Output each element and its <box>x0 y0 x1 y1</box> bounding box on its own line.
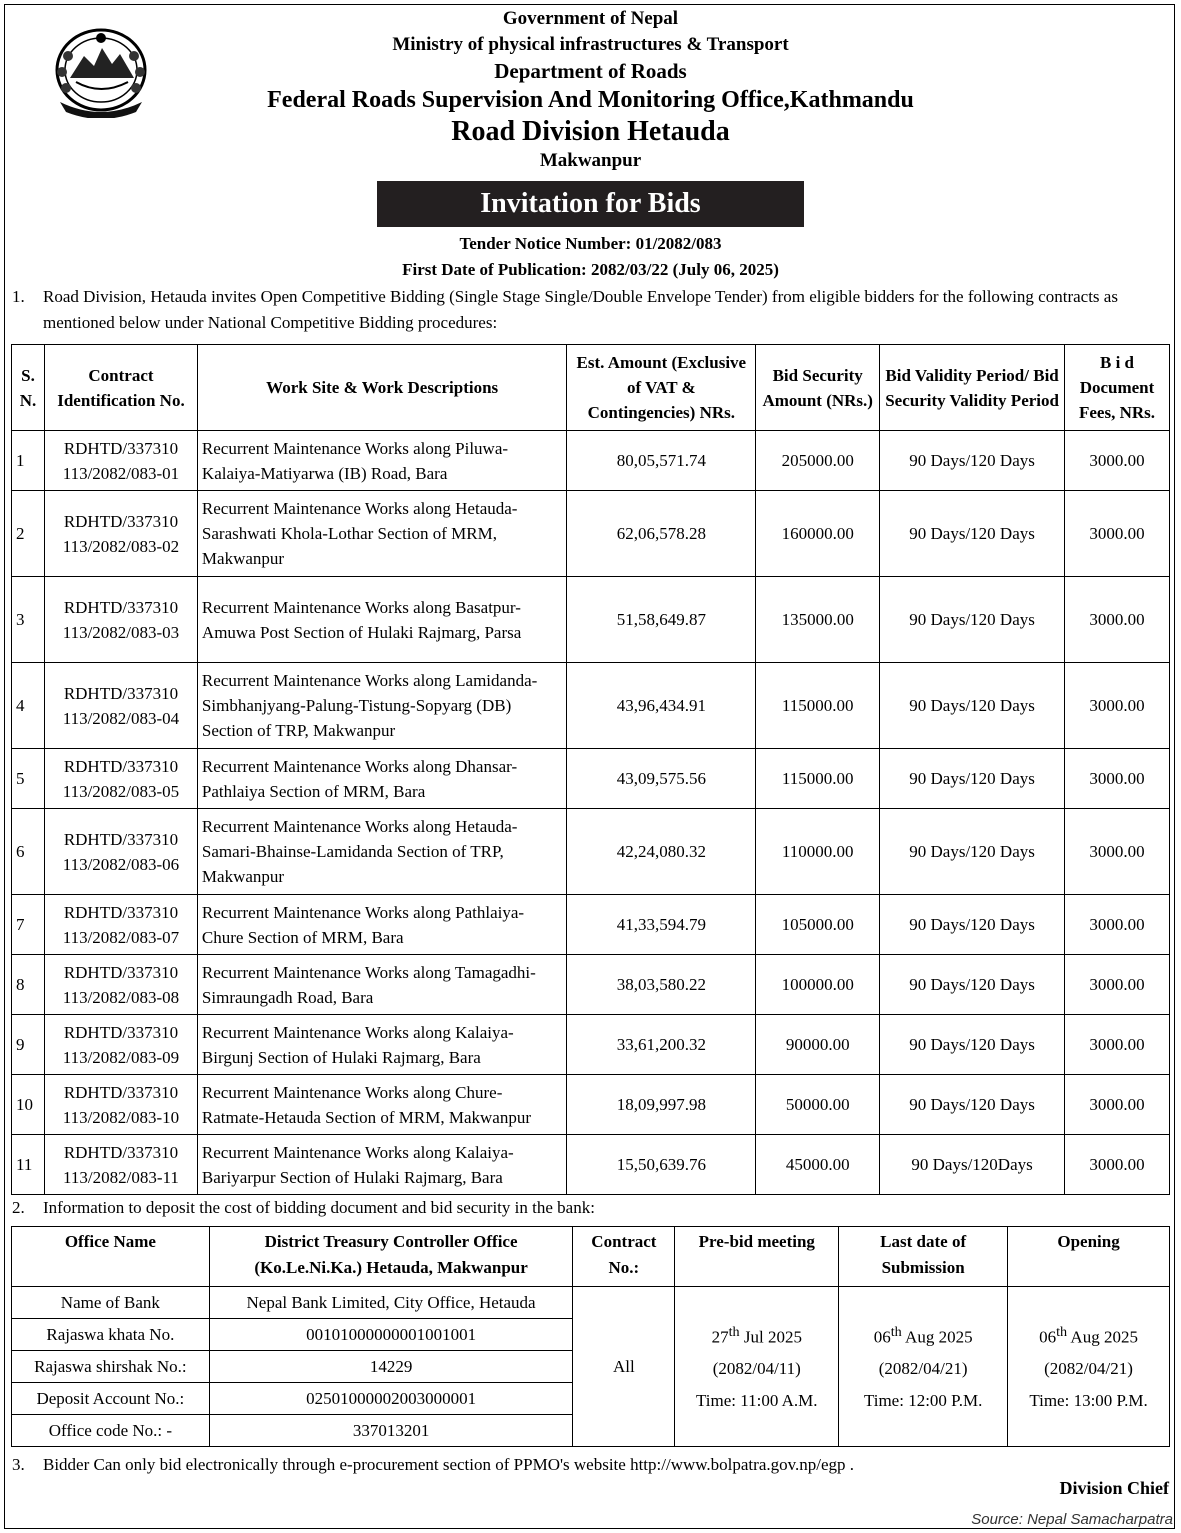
table-row <box>12 955 1170 1015</box>
cell-contract-id <box>44 1135 197 1195</box>
contract-id-part1: RDHTD/337310 <box>63 962 179 982</box>
contract-id-part2: 113/2082/083-05 <box>62 781 180 801</box>
header-last-date: Last date of Submission <box>839 1227 1008 1287</box>
contract-id-part2: 113/2082/083-08 <box>62 987 180 1007</box>
cell-validity: 90 Days/120 Days <box>880 1075 1065 1135</box>
header-prebid: Pre-bid meeting <box>675 1227 839 1287</box>
date-suffix: th <box>728 1323 740 1340</box>
cell-fees: 3000.00 <box>1065 809 1170 895</box>
cell-est-amount: 43,96,434.91 <box>567 663 756 749</box>
table-row <box>12 1075 1170 1135</box>
cell-fees: 3000.00 <box>1065 663 1170 749</box>
cell-fees: 3000.00 <box>1065 491 1170 577</box>
header-bid-security: Bid Security Amount (NRs.) <box>756 345 880 431</box>
cell-validity: 90 Days/120 Days <box>880 431 1065 491</box>
contract-id-part2: 113/2082/083-01 <box>62 463 180 483</box>
date-day: 06 <box>873 1327 891 1347</box>
publication-date: First Date of Publication: 2082/03/22 (July 06, 2025) <box>402 260 779 279</box>
paragraph-1 <box>12 284 1172 336</box>
header-contract-no: Contract No.: <box>573 1227 675 1287</box>
cell-contract-id <box>44 1015 197 1075</box>
bank-row <box>12 1287 1170 1319</box>
cell-description: Recurrent Maintenance Works along Tamagadhi-Simraungadh Road, Bara <box>197 955 566 1015</box>
division-chief-signature: Division Chief <box>1059 1478 1169 1498</box>
cell-description: Recurrent Maintenance Works along Dhansar-Pathlaiya Section of MRM, Bara <box>197 749 566 809</box>
cell-bid-security: 100000.00 <box>756 955 880 1015</box>
contracts-table <box>11 344 1170 1195</box>
table-row <box>12 895 1170 955</box>
cell-sn: 11 <box>12 1135 45 1195</box>
cell-fees: 3000.00 <box>1065 955 1170 1015</box>
cell-contract-id <box>44 749 197 809</box>
cell-description: Recurrent Maintenance Works along Pathlaiya-Chure Section of MRM, Bara <box>197 895 566 955</box>
cell-description: Recurrent Maintenance Works along Chure-Ratmate-Hetauda Section of MRM, Makwanpur <box>197 1075 566 1135</box>
date-month-year: Jul 2025 <box>739 1327 802 1347</box>
cell-contract-id <box>44 1075 197 1135</box>
paragraph-number: 3. <box>12 1455 25 1474</box>
cell-contract-id <box>44 577 197 663</box>
cell-est-amount: 33,61,200.32 <box>567 1015 756 1075</box>
opening-date <box>1012 1316 1165 1354</box>
paragraph-2 <box>12 1195 1172 1221</box>
contract-id-part1: RDHTD/337310 <box>63 1142 179 1162</box>
header-ministry: Ministry of physical infrastructures & Transport <box>392 34 789 55</box>
bank-header-row <box>12 1227 1170 1287</box>
cell-bid-security: 135000.00 <box>756 577 880 663</box>
table-row <box>12 663 1170 749</box>
contract-id-part2: 113/2082/083-09 <box>62 1047 180 1067</box>
table-row <box>12 491 1170 577</box>
cell-validity: 90 Days/120 Days <box>880 895 1065 955</box>
date-day: 06 <box>1039 1327 1057 1347</box>
cell-bid-security: 115000.00 <box>756 749 880 809</box>
bank-row-value: 02501000002003000001 <box>209 1383 573 1415</box>
contract-id-part1: RDHTD/337310 <box>63 829 179 849</box>
header-department: Department of Roads <box>494 59 687 83</box>
cell-sn: 5 <box>12 749 45 809</box>
cell-validity: 90 Days/120 Days <box>880 663 1065 749</box>
bank-row-value: 00101000000001001001 <box>209 1319 573 1351</box>
notice-header <box>0 6 1181 173</box>
cell-contract-id <box>44 809 197 895</box>
cell-bid-security: 110000.00 <box>756 809 880 895</box>
date-month-year: Aug 2025 <box>1067 1327 1138 1347</box>
cell-validity: 90 Days/120 Days <box>880 577 1065 663</box>
contract-id-part2: 113/2082/083-07 <box>62 927 180 947</box>
last-date <box>843 1316 1003 1354</box>
table-header-row <box>12 345 1170 431</box>
date-month-year: Aug 2025 <box>901 1327 973 1347</box>
contract-no-value: All <box>573 1287 675 1447</box>
cell-description: Recurrent Maintenance Works along Lamidanda-Simbhanjyang-Palung-Tistung-Sopyarg (DB) Section of TRP, Makwanpur <box>197 663 566 749</box>
header-fees: B i d Document Fees, NRs. <box>1065 345 1170 431</box>
bank-row-label: Rajaswa shirshak No.: <box>12 1351 210 1383</box>
paragraph-3 <box>12 1452 1172 1478</box>
invitation-banner: Invitation for Bids <box>377 181 804 227</box>
contract-id-part1: RDHTD/337310 <box>63 1082 179 1102</box>
cell-validity: 90 Days/120Days <box>880 1135 1065 1195</box>
table-row <box>12 1135 1170 1195</box>
cell-est-amount: 51,58,649.87 <box>567 577 756 663</box>
contract-id-part2: 113/2082/083-04 <box>62 708 180 728</box>
cell-validity: 90 Days/120 Days <box>880 1015 1065 1075</box>
date-suffix: th <box>890 1323 902 1340</box>
bank-row-value: 14229 <box>209 1351 573 1383</box>
cell-validity: 90 Days/120 Days <box>880 491 1065 577</box>
cell-est-amount: 62,06,578.28 <box>567 491 756 577</box>
last-date-time: Time: 12:00 P.M. <box>863 1391 983 1411</box>
prebid-meeting-cell <box>675 1287 839 1447</box>
paragraph-number: 1. <box>12 287 25 306</box>
cell-contract-id <box>44 491 197 577</box>
cell-est-amount: 38,03,580.22 <box>567 955 756 1015</box>
cell-sn: 3 <box>12 577 45 663</box>
cell-bid-security: 90000.00 <box>756 1015 880 1075</box>
cell-fees: 3000.00 <box>1065 749 1170 809</box>
tender-notice-number: Tender Notice Number: 01/2082/083 <box>459 234 722 253</box>
bank-info-table <box>11 1226 1170 1447</box>
header-sn: S. N. <box>12 345 45 431</box>
opening-nepali-date: (2082/04/21) <box>1044 1359 1133 1379</box>
header-opening: Opening <box>1008 1227 1170 1287</box>
table-row <box>12 1015 1170 1075</box>
cell-sn: 7 <box>12 895 45 955</box>
cell-fees: 3000.00 <box>1065 1135 1170 1195</box>
cell-fees: 3000.00 <box>1065 577 1170 663</box>
header-validity: Bid Validity Period/ Bid Security Validity Period <box>880 345 1065 431</box>
bank-row-label: Name of Bank <box>12 1287 210 1319</box>
date-day: 27 <box>711 1327 729 1347</box>
date-suffix: th <box>1056 1323 1068 1340</box>
bank-row-label: Office code No.: - <box>12 1415 210 1447</box>
source-credit: Source: Nepal Samacharpatra <box>971 1511 1173 1528</box>
cell-description: Recurrent Maintenance Works along Basatpur-Amuwa Post Section of Hulaki Rajmarg, Parsa <box>197 577 566 663</box>
cell-bid-security: 45000.00 <box>756 1135 880 1195</box>
cell-fees: 3000.00 <box>1065 1075 1170 1135</box>
cell-contract-id <box>44 663 197 749</box>
paragraph-text: Road Division, Hetauda invites Open Competitive Bidding (Single Stage Single/Double Envelope Tender) from eligible bidders for the following contracts as mentioned below under National Competitive Bidding procedures: <box>43 287 1118 332</box>
cell-sn: 6 <box>12 809 45 895</box>
cell-est-amount: 18,09,997.98 <box>567 1075 756 1135</box>
cell-sn: 9 <box>12 1015 45 1075</box>
bank-row-value: 337013201 <box>209 1415 573 1447</box>
cell-contract-id <box>44 895 197 955</box>
cell-bid-security: 105000.00 <box>756 895 880 955</box>
contract-id-part1: RDHTD/337310 <box>63 511 179 531</box>
cell-description: Recurrent Maintenance Works along Kalaiya-Birgunj Section of Hulaki Rajmarg, Bara <box>197 1015 566 1075</box>
header-office-name: Office Name <box>12 1227 210 1287</box>
cell-bid-security: 50000.00 <box>756 1075 880 1135</box>
cell-est-amount: 41,33,594.79 <box>567 895 756 955</box>
cell-contract-id <box>44 955 197 1015</box>
prebid-date <box>679 1316 834 1354</box>
table-row <box>12 431 1170 491</box>
header-contract-id: Contract Identification No. <box>44 345 197 431</box>
paragraph-number: 2. <box>12 1198 25 1217</box>
cell-contract-id <box>44 431 197 491</box>
cell-sn: 4 <box>12 663 45 749</box>
contract-id-part1: RDHTD/337310 <box>63 597 179 617</box>
cell-sn: 8 <box>12 955 45 1015</box>
header-office: Federal Roads Supervision And Monitoring Office,Kathmandu <box>267 87 914 113</box>
cell-validity: 90 Days/120 Days <box>880 955 1065 1015</box>
contract-id-part1: RDHTD/337310 <box>63 683 179 703</box>
header-description: Work Site & Work Descriptions <box>197 345 566 431</box>
cell-est-amount: 15,50,639.76 <box>567 1135 756 1195</box>
cell-sn: 10 <box>12 1075 45 1135</box>
cell-est-amount: 42,24,080.32 <box>567 809 756 895</box>
cell-description: Recurrent Maintenance Works along Hetauda-Sarashwati Khola-Lothar Section of MRM, Makwanpur <box>197 491 566 577</box>
cell-fees: 3000.00 <box>1065 895 1170 955</box>
cell-description: Recurrent Maintenance Works along Piluwa-Kalaiya-Matiyarwa (IB) Road, Bara <box>197 431 566 491</box>
cell-sn: 2 <box>12 491 45 577</box>
contract-id-part2: 113/2082/083-11 <box>63 1167 179 1187</box>
header-est-amount: Est. Amount (Exclusive of VAT & Contingencies) NRs. <box>567 345 756 431</box>
header-treasury-office: District Treasury Controller Office (Ko.Le.Ni.Ka.) Hetauda, Makwanpur <box>209 1227 573 1287</box>
bank-row-value: Nepal Bank Limited, City Office, Hetauda <box>209 1287 573 1319</box>
table-row <box>12 577 1170 663</box>
cell-validity: 90 Days/120 Days <box>880 749 1065 809</box>
paragraph-text: Bidder Can only bid electronically through e-procurement section of PPMO's website http://www.bolpatra.gov.np/egp . <box>43 1455 855 1474</box>
last-date-nepali: (2082/04/21) <box>878 1359 968 1379</box>
cell-description: Recurrent Maintenance Works along Hetauda-Samari-Bhainse-Lamidanda Section of TRP, Makwanpur <box>197 809 566 895</box>
contract-id-part1: RDHTD/337310 <box>63 756 179 776</box>
cell-bid-security: 115000.00 <box>756 663 880 749</box>
bank-row-label: Deposit Account No.: <box>12 1383 210 1415</box>
header-district: Makwanpur <box>539 150 642 171</box>
paragraph-text: Information to deposit the cost of bidding document and bid security in the bank: <box>43 1198 595 1217</box>
header-government: Government of Nepal <box>502 8 679 29</box>
cell-bid-security: 205000.00 <box>756 431 880 491</box>
table-row <box>12 749 1170 809</box>
contract-id-part2: 113/2082/083-02 <box>62 536 180 556</box>
cell-validity: 90 Days/120 Days <box>880 809 1065 895</box>
table-row <box>12 809 1170 895</box>
contract-id-part1: RDHTD/337310 <box>63 1022 179 1042</box>
contract-id-part1: RDHTD/337310 <box>63 438 179 458</box>
contract-id-part2: 113/2082/083-03 <box>62 622 180 642</box>
contract-id-part2: 113/2082/083-10 <box>62 1107 180 1127</box>
cell-fees: 3000.00 <box>1065 431 1170 491</box>
contract-id-part1: RDHTD/337310 <box>63 902 179 922</box>
contract-id-part2: 113/2082/083-06 <box>62 854 180 874</box>
opening-cell <box>1008 1287 1170 1447</box>
cell-est-amount: 43,09,575.56 <box>567 749 756 809</box>
header-division: Road Division Hetauda <box>451 116 730 147</box>
cell-fees: 3000.00 <box>1065 1015 1170 1075</box>
prebid-time: Time: 11:00 A.M. <box>696 1391 818 1411</box>
cell-est-amount: 80,05,571.74 <box>567 431 756 491</box>
prebid-nepali-date: (2082/04/11) <box>712 1359 801 1379</box>
cell-sn: 1 <box>12 431 45 491</box>
opening-time: Time: 13:00 P.M. <box>1029 1391 1148 1411</box>
bank-row-label: Rajaswa khata No. <box>12 1319 210 1351</box>
cell-bid-security: 160000.00 <box>756 491 880 577</box>
cell-description: Recurrent Maintenance Works along Kalaiya-Bariyarpur Section of Hulaki Rajmarg, Bara <box>197 1135 566 1195</box>
last-date-cell <box>839 1287 1008 1447</box>
